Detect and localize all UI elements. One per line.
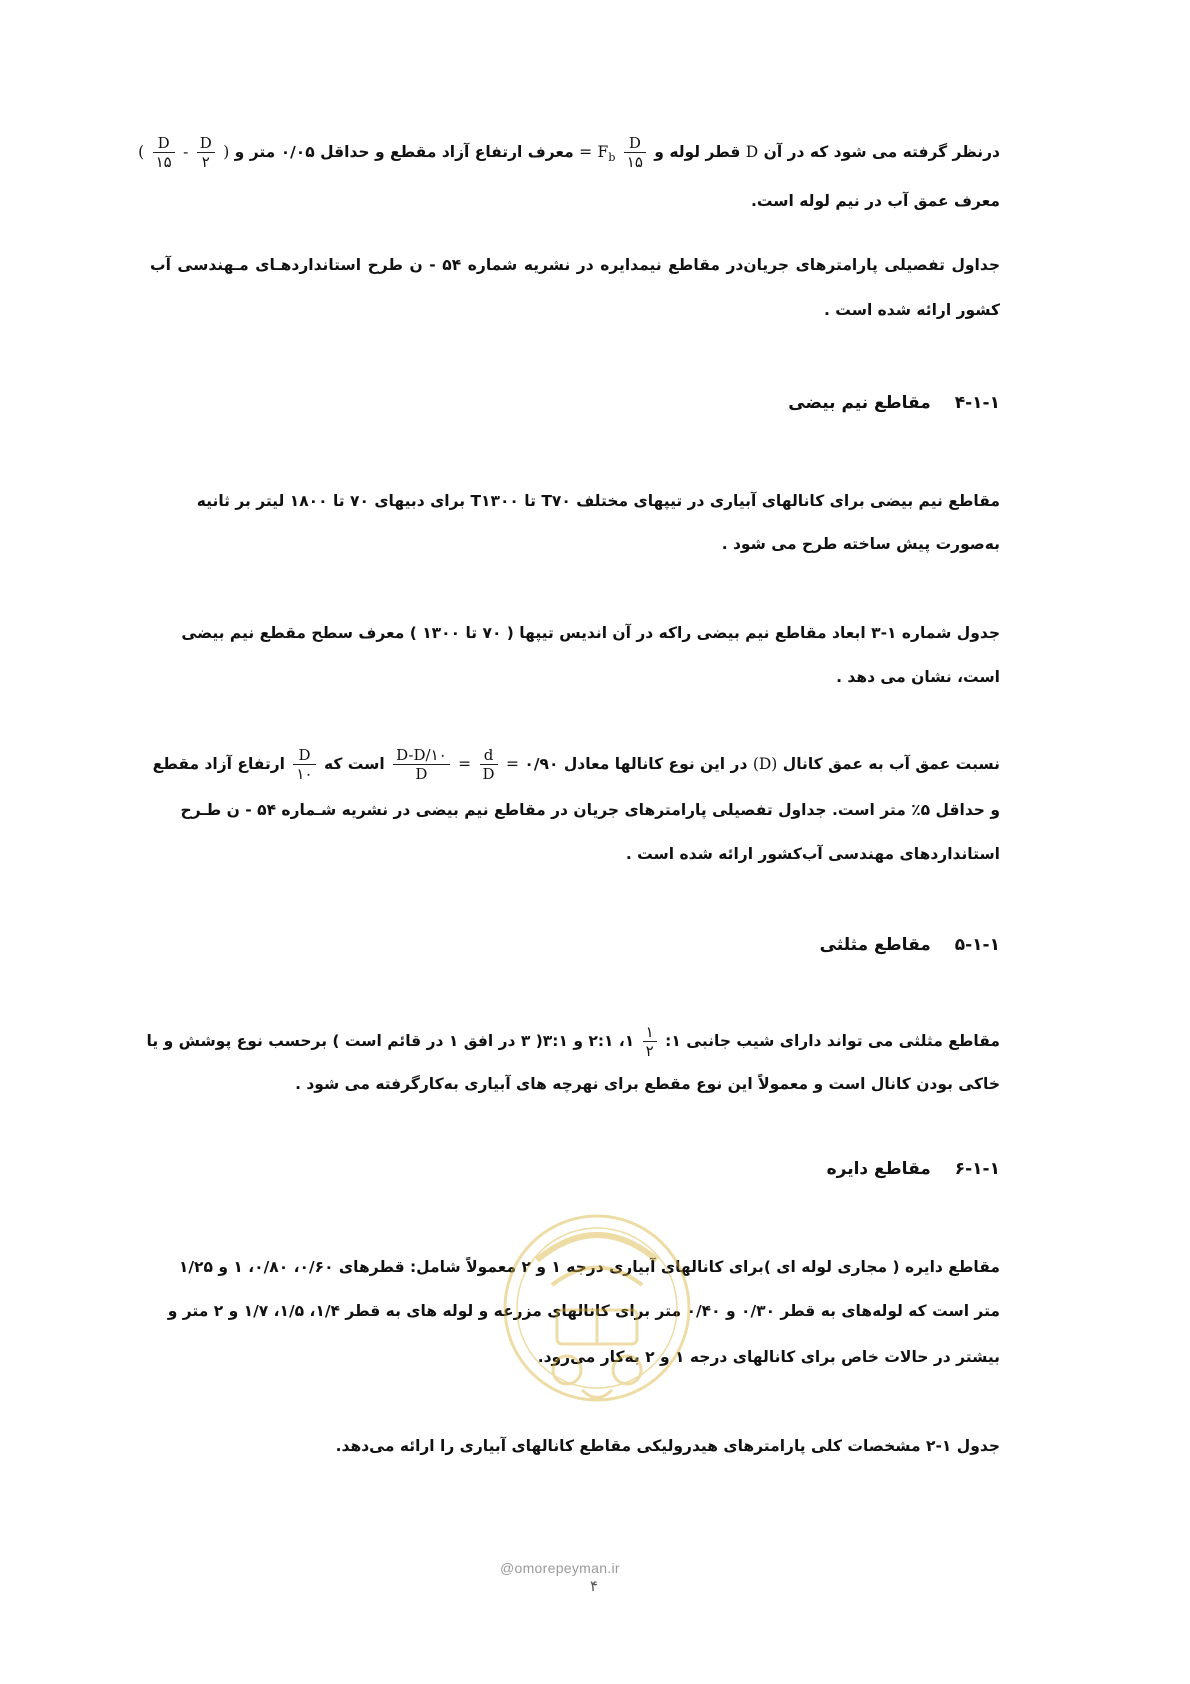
paragraph-line: نسبت عمق آب به عمق کانال (D) در این نوع کانالها معادل ۰/۹۰ = $\frac{d}{D}$ = $\frac{D-D/۱۰}{D}$ است که $\frac{D}{۱۰}$ ارتفاع آزاد مقطع xyxy=(152,746,1000,783)
page-number: ۴ xyxy=(590,1577,599,1595)
section-heading xyxy=(788,393,1000,413)
paragraph-line: جدول شماره ۱-۳ ابعاد مقاطع نیم بیضی راکه در آن اندیس تیپها ( ۷۰ تا ۱۳۰۰ ) معرف سطح مقطع نیم بیضی xyxy=(181,624,1000,642)
section-number: ۵-۱-۱ xyxy=(954,935,1000,955)
fraction-d-over-15: $\frac{D}{۱۵}$ xyxy=(624,134,646,171)
paragraph-line: معرف عمق آب در نیم لوله است. xyxy=(751,192,1000,211)
paragraph-line: مقاطع مثلثی می تواند دارای شیب جانبی ۱: $\frac{۱}{۲}$ ۱، ۲:۱ و ۳:۱( ۳ در افق ۱ در قائم است ) برحسب نوع پوشش و یا xyxy=(146,1023,1000,1060)
fraction-one-half: $\frac{۱}{۲}$ xyxy=(643,1023,657,1060)
paragraph-line: است، نشان می دهد . xyxy=(836,668,1000,686)
section-number: ۶-۱-۱ xyxy=(954,1159,1000,1179)
section-title: مقاطع دایره xyxy=(826,1159,931,1179)
fraction-d-over-10: $\frac{D}{۱۰}$ xyxy=(293,746,315,783)
watermark-url: @omorepeyman.ir xyxy=(500,1560,620,1576)
paragraph-semi-ellipse-types xyxy=(150,480,1000,566)
paragraph-line: مقاطع دایره ( مجاری لوله ای )برای کانالهای آبیاری درجه ۱ و ۲ معمولاً شامل: قطرهای ۰/۶۰، ۰/۸۰، ۱ و ۱/۲۵ xyxy=(178,1258,1000,1276)
paragraph-semicircle-tables xyxy=(150,244,1000,334)
paragraph-line: جدول ۱-۲ مشخصات کلی پارامترهای هیدرولیکی مقاطع کانالهای آبیاری را ارائه می‌دهد. xyxy=(335,1437,1000,1455)
fraction-d-over-2: $\frac{D}{۲}$ xyxy=(197,134,215,171)
paragraph-depth-ratio xyxy=(150,740,1000,876)
paragraph-line: درنظر گرفته می شود که در آن D قطر لوله و $\frac{D}{۱۵}$ = $F_b$ معرف ارتفاع آزاد مقطع و حداقل ۰/۰۵ متر و ( $\frac{D}{۱۵}$ - $\frac{D}{۲}$ ) xyxy=(138,134,1000,171)
paragraph-line: استانداردهای مهندسی آب‌کشور ارائه شده است . xyxy=(625,845,1000,863)
fraction-d-over-D: $\frac{d}{D}$ xyxy=(480,746,498,783)
paragraph-line: جداول تفصیلی پارامترهای جریان‌در مقاطع نیمدایره در نشریه شماره ۵۴ - ن طرح استانداردهـای مـهندسی آب xyxy=(150,256,1000,274)
paragraph-triangular-sections xyxy=(146,1020,1000,1106)
fraction-d-minus-d10-over-d: $\frac{D-D/۱۰}{D}$ xyxy=(393,746,450,783)
section-number: ۴-۱-۱ xyxy=(954,393,1000,413)
paragraph-line: مقاطع نیم بیضی برای کانالهای آبیاری در تیپهای مختلف T۷۰ تا T۱۳۰۰ برای دبیهای ۷۰ تا ۱۸۰۰ لیتر بر ثانیه xyxy=(196,492,1000,510)
section-title: مقاطع مثلثی xyxy=(819,935,931,955)
fraction-d-over-15-b: $\frac{D}{۱۵}$ xyxy=(153,134,175,171)
section-title: مقاطع نیم بیضی xyxy=(788,393,931,413)
paragraph-free-board-pipe xyxy=(138,131,1000,223)
fb-symbol: $F_b$ xyxy=(597,143,616,165)
paragraph-line: به‌صورت پیش ساخته طرح می شود . xyxy=(721,535,1000,553)
watermark-seal-icon xyxy=(497,1190,697,1440)
section-heading xyxy=(827,1159,1000,1179)
paragraph-line: خاکی بودن کانال است و معمولاً این نوع مقطع برای نهرچه های آبیاری به‌کارگرفته می شود . xyxy=(295,1075,1000,1093)
paragraph-table-1-3 xyxy=(150,612,1000,700)
paragraph-line: بیشتر در حالات خاص برای کانالهای درجه ۱ و ۲ به‌کار می‌رود. xyxy=(537,1348,1000,1366)
paragraph-line: متر است که لوله‌های به قطر ۰/۳۰ و ۰/۴۰ متر برای کانالهای مزرعه و لوله های به قطر ۱/۴، ۱/۵، ۱/۷ و ۲ متر و xyxy=(167,1302,1000,1320)
paragraph-line: و حداقل ۵٪ متر است. جداول تفصیلی پارامترهای جریان در مقاطع نیم بیضی در نشریه شـماره ۵۴ - ن طـرح xyxy=(180,801,1000,819)
paragraph-line: کشور ارائه شده است . xyxy=(824,301,1000,319)
section-heading xyxy=(820,935,1000,955)
